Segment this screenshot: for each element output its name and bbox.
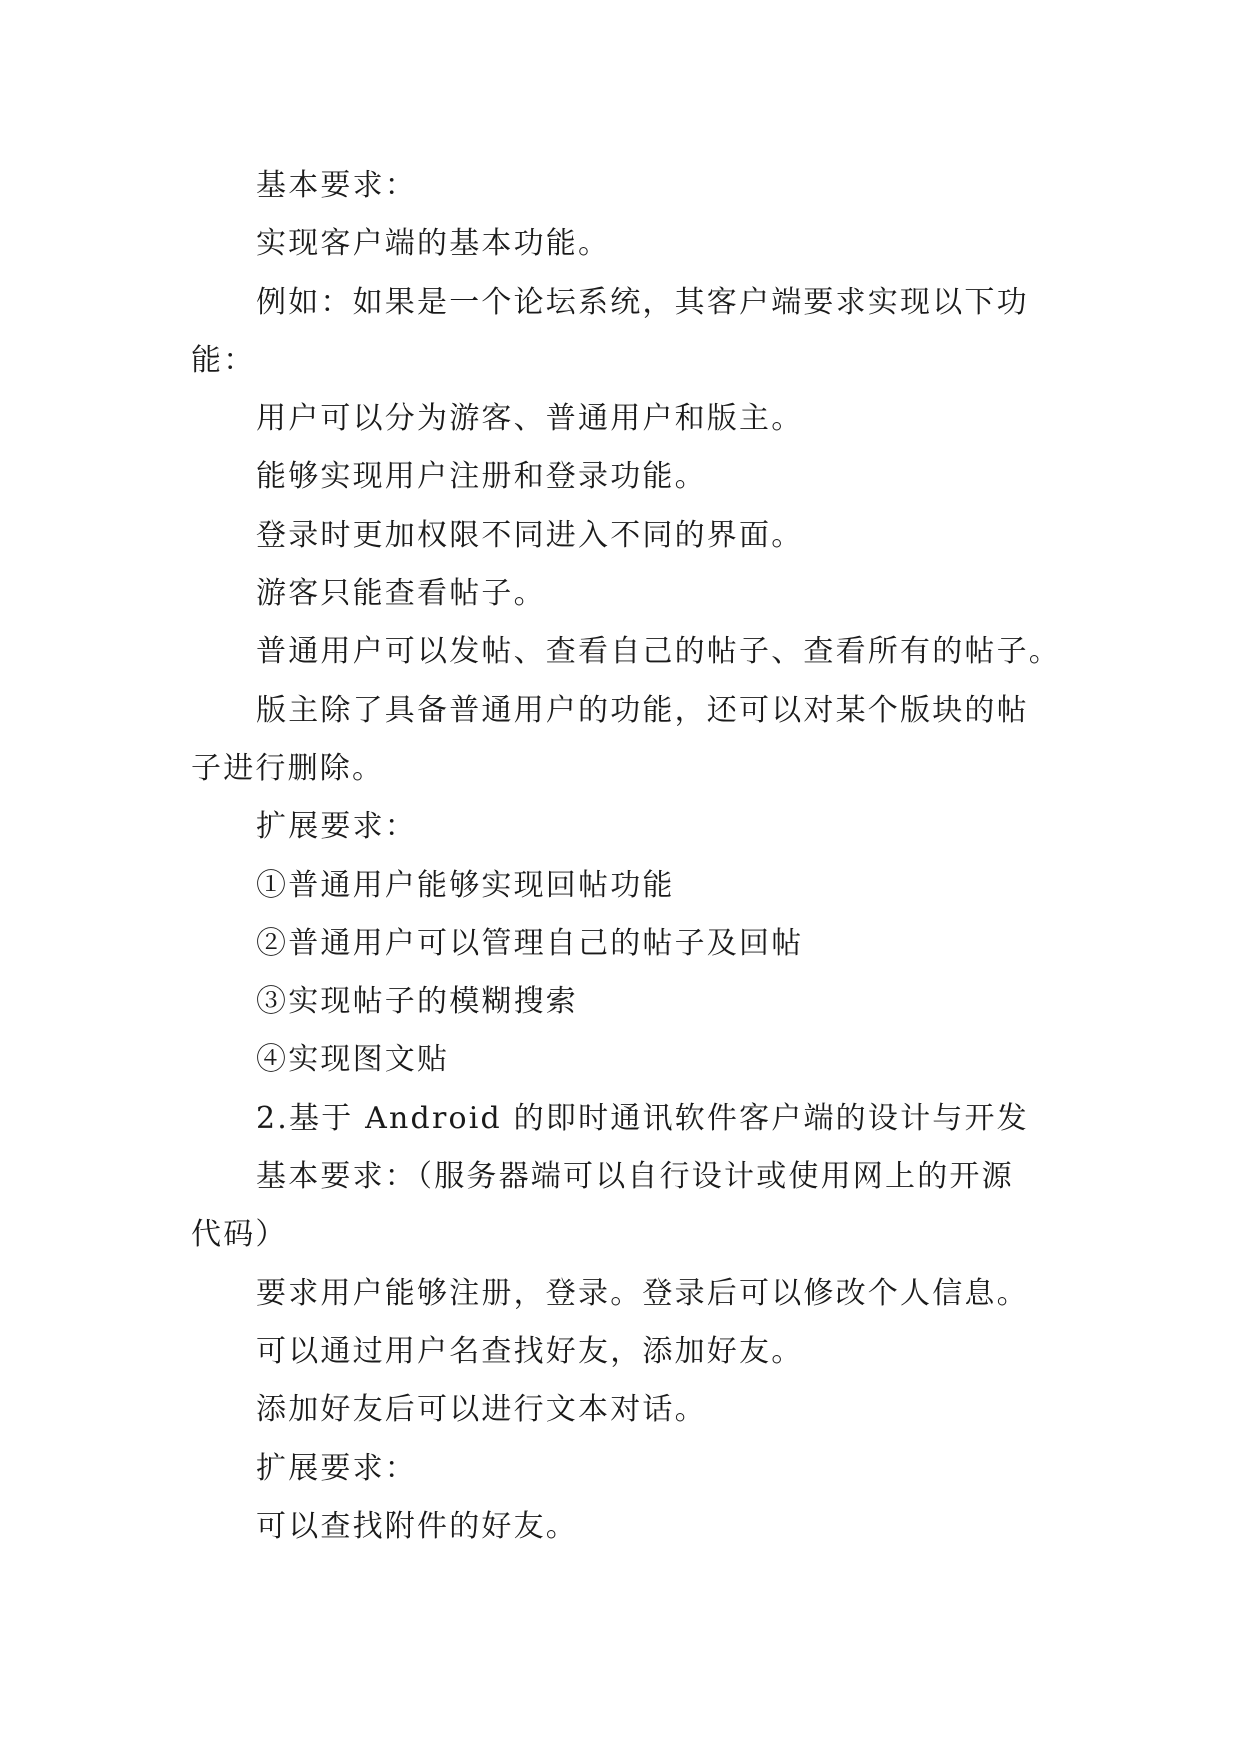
list-item: ②普通用户可以管理自己的帖子及回帖 bbox=[256, 925, 804, 961]
paragraph-line: 子进行删除。 bbox=[191, 750, 385, 786]
paragraph-line: 基本要求：（服务器端可以自行设计或使用网上的开源 bbox=[256, 1159, 1014, 1195]
list-item: ①普通用户能够实现回帖功能 bbox=[256, 867, 675, 903]
paragraph-line: 可以通过用户名查找好友，添加好友。 bbox=[256, 1333, 804, 1369]
paragraph-line: 可以查找附件的好友。 bbox=[256, 1508, 578, 1544]
document-body bbox=[191, 157, 1061, 1556]
paragraph-line: 要求用户能够注册，登录。登录后可以修改个人信息。 bbox=[256, 1275, 1029, 1311]
paragraph-line: 普通用户可以发帖、查看自己的帖子、查看所有的帖子。 bbox=[256, 634, 1061, 670]
paragraph-line: 添加好友后可以进行文本对话。 bbox=[256, 1392, 707, 1428]
paragraph-line: 基本要求： bbox=[256, 168, 417, 203]
section-title: 2.基于 Android 的即时通讯软件客户端的设计与开发 bbox=[256, 1100, 1029, 1136]
section-heading: 扩展要求： bbox=[256, 1450, 417, 1486]
paragraph-line: 能够实现用户注册和登录功能。 bbox=[256, 459, 707, 495]
paragraph-line: 代码） bbox=[191, 1217, 288, 1253]
paragraph-line: 能： bbox=[191, 342, 256, 378]
paragraph-line: 用户可以分为游客、普通用户和版主。 bbox=[256, 401, 804, 437]
paragraph-line: 登录时更加权限不同进入不同的界面。 bbox=[256, 517, 804, 553]
paragraph-line: 实现客户端的基本功能。 bbox=[256, 226, 611, 262]
paragraph-line: 例如：如果是一个论坛系统，其客户端要求实现以下功 bbox=[256, 284, 1029, 320]
section-heading: 扩展要求： bbox=[256, 809, 417, 845]
paragraph-line: 版主除了具备普通用户的功能，还可以对某个版块的帖 bbox=[256, 692, 1029, 728]
list-item: ④实现图文贴 bbox=[256, 1042, 450, 1078]
list-item: ③实现帖子的模糊搜索 bbox=[256, 984, 578, 1020]
paragraph-line: 游客只能查看帖子。 bbox=[256, 576, 546, 612]
